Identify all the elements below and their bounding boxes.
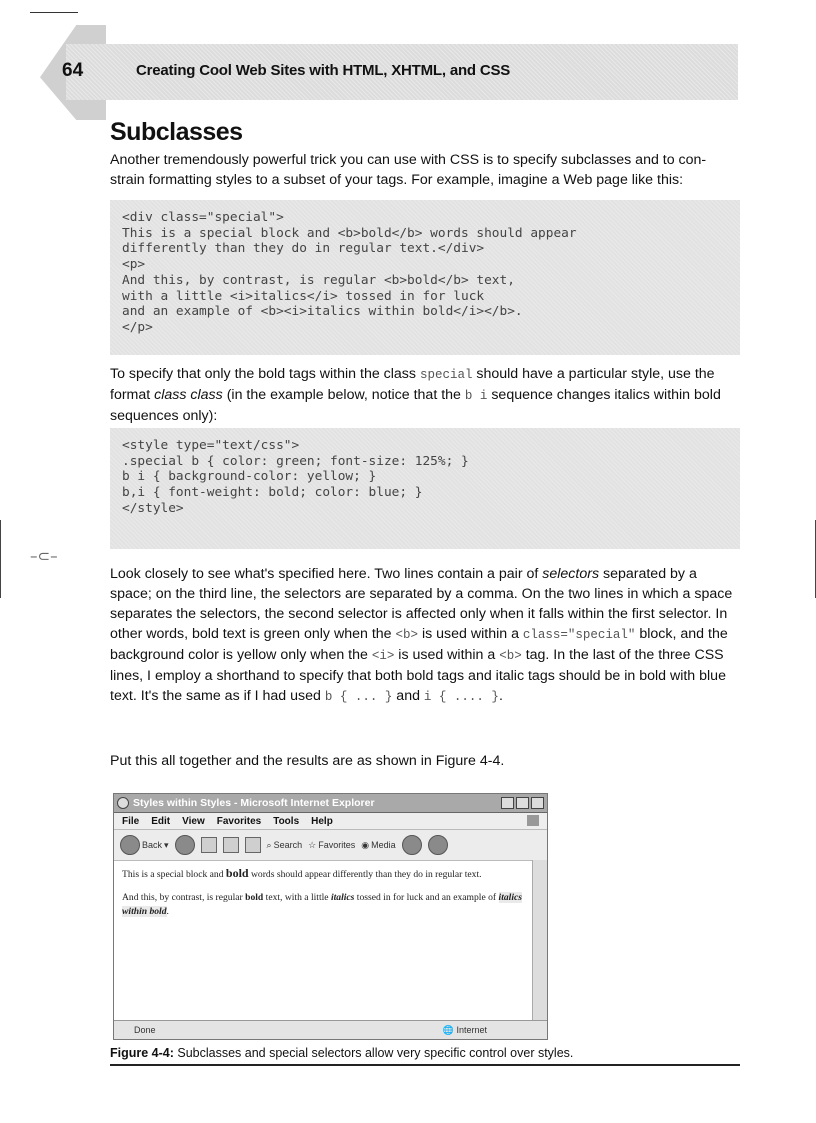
maximize-icon	[516, 797, 529, 809]
home-icon	[245, 837, 261, 853]
back-button: Back ▾	[120, 835, 169, 855]
text: This is a special block and	[122, 869, 226, 880]
search-label: Search	[273, 840, 303, 850]
bottom-rule	[110, 1064, 740, 1066]
windows-flag-icon	[527, 815, 539, 826]
menu-view: View	[182, 815, 205, 827]
text: Look closely to see what's specified here. Two lines contain a pair of	[110, 566, 543, 582]
status-zone: 🌐 Internet	[442, 1024, 487, 1035]
figure-browser-screenshot	[113, 793, 548, 1040]
emphasis: class class	[154, 387, 223, 403]
rendered-bold: bold	[225, 866, 249, 880]
menu-edit: Edit	[151, 815, 171, 827]
text: And this, by contrast, is regular	[122, 892, 246, 903]
media-label: Media	[371, 840, 396, 850]
inline-code: <i>	[371, 649, 395, 663]
menu-help: Help	[311, 815, 333, 827]
figure-caption	[110, 1046, 573, 1060]
text: is used within a	[394, 647, 500, 663]
crop-mark-icon: –⊂–	[30, 547, 58, 565]
stop-icon	[201, 837, 217, 853]
window-controls	[501, 797, 547, 809]
running-title: Creating Cool Web Sites with HTML, XHTML, and CSS	[136, 62, 511, 79]
back-label: Back	[142, 840, 163, 850]
browser-status-bar	[114, 1020, 547, 1039]
code-css: <style type="text/css"> .special b { color: green; font-size: 125%; } b i { background-color: yellow; } b,i { font-weight: bold; color: blue; } </style>	[122, 438, 469, 516]
inline-code: class="special"	[522, 628, 636, 642]
inline-code: b i	[464, 389, 488, 403]
text: tag. In the last of the three CSS lines, I employ a shorthand to specify that both bold tags and italic tags should be in bold with blue text. It's the same as if I had used	[110, 647, 726, 704]
inline-code: special	[419, 368, 473, 382]
status-done: Done	[134, 1025, 156, 1035]
minimize-icon	[501, 797, 514, 809]
rendered-bold: bold	[245, 892, 264, 903]
inline-code: <b>	[499, 649, 522, 663]
favorites-button: ☆ Favorites	[308, 839, 356, 850]
text: sequence changes italics within bold sequences only):	[110, 387, 721, 424]
top-rule	[30, 12, 78, 13]
emphasis: selectors	[542, 566, 600, 582]
browser-page-content	[114, 860, 532, 1020]
browser-scrollbar	[532, 860, 547, 1020]
caption-text: Subclasses and special selectors allow very specific control over styles.	[173, 1046, 574, 1060]
text: text, with a little	[263, 892, 331, 903]
history-icon	[402, 835, 422, 855]
code-html: <div class="special"> This is a special block and <b>bold</b> words should appear differently than they do in regular text.</div> <p> And this, by contrast, is regular <b>bold</b> text, with a little <i>italics</i> tossed in for luck and an example of <b><i>italics within bold</i></b>. </p>	[122, 210, 577, 335]
zone-label: Internet	[456, 1024, 487, 1035]
paragraph-summary: Put this all together and the results are as shown in Figure 4-4.	[110, 753, 505, 769]
browser-toolbar	[114, 830, 547, 861]
text: should have a particular style, use the format	[110, 366, 715, 403]
text: block, and the background color is yellow only when the	[110, 626, 728, 663]
page-number: 64	[62, 60, 84, 81]
inline-code: <b>	[395, 628, 419, 642]
text: and	[392, 688, 424, 704]
favorites-label: Favorites	[318, 840, 356, 850]
text: .	[498, 688, 503, 704]
browser-title: Styles within Styles - Microsoft Internet Explorer	[133, 797, 375, 809]
menu-file: File	[122, 815, 140, 827]
paragraph-explanation	[110, 564, 740, 707]
text: separated by a space; on the third line, the selectors are separated by a comma. On the two lines in which a space separates the selectors, the second selector is affected only when it falls within the first selector. In other words, bold text is green only when the	[110, 566, 733, 642]
rendered-regular-paragraph	[122, 891, 524, 919]
browser-menu-bar	[114, 813, 547, 830]
rendered-special-block	[122, 866, 524, 882]
inline-code: i { .... }	[423, 690, 499, 704]
paragraph-format	[110, 364, 740, 426]
rendered-italics-within-bold: italics within bold	[122, 892, 522, 917]
text: To specify that only the bold tags within the class	[110, 366, 420, 382]
text: is used within a	[418, 626, 523, 642]
text: .	[166, 906, 169, 917]
intro-paragraph: Another tremendously powerful trick you can use with CSS is to specify subclasses and to con-strain formatting styles to a subset of your tags. For example, imagine a Web page like this:	[110, 152, 707, 188]
menu-tools: Tools	[273, 815, 300, 827]
section-title: Subclasses	[110, 118, 243, 146]
text: (in the example below, notice that the	[222, 387, 465, 403]
text: tossed in for luck and an example of	[354, 892, 499, 903]
forward-arrow-icon	[175, 835, 195, 855]
refresh-icon	[223, 837, 239, 853]
menu-favorites: Favorites	[216, 815, 262, 827]
browser-title-bar	[114, 794, 547, 813]
mail-icon	[428, 835, 448, 855]
margin-bar-left	[0, 520, 1, 598]
search-button: ⌕ Search	[266, 839, 303, 850]
back-arrow-icon	[120, 835, 140, 855]
figure-label: Figure 4-4:	[110, 1046, 174, 1060]
media-button: ◉ Media	[361, 839, 396, 850]
close-icon	[531, 797, 544, 809]
ie-icon	[117, 797, 129, 809]
inline-code: b { ... }	[324, 690, 393, 704]
text: words should appear differently than they do in regular text.	[248, 869, 482, 880]
code-listing-html	[110, 200, 740, 355]
rendered-italics: italics	[330, 892, 355, 903]
code-listing-css	[110, 428, 740, 549]
